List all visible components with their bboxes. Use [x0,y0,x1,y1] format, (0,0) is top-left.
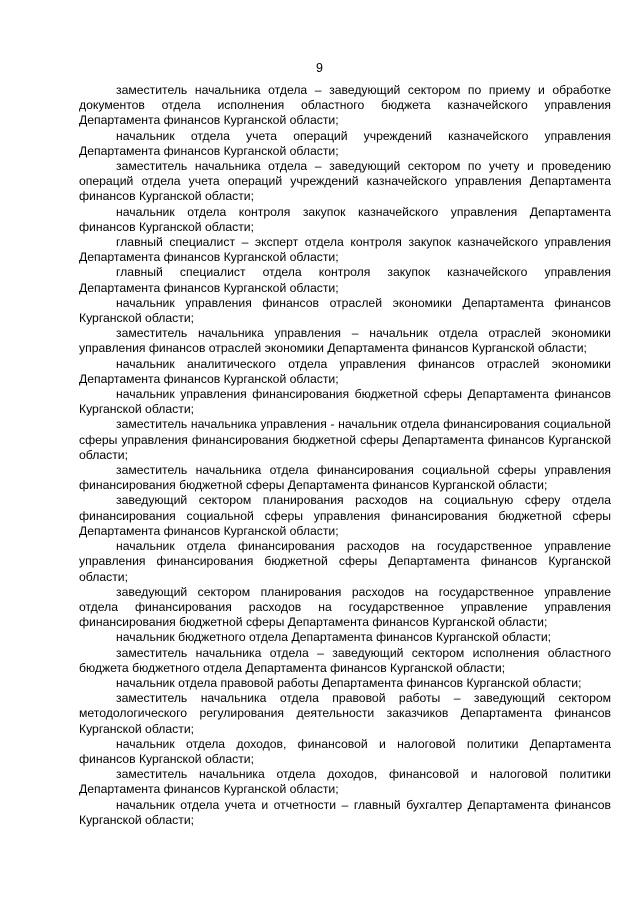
paragraph: начальник управления финансов отраслей экономики Департамента финансов Курганской области; [79,295,611,326]
paragraph: начальник управления финансирования бюджетной сферы Департамента финансов Курганской области; [79,387,611,417]
paragraph: заместитель начальника отдела – заведующий сектором по учету и проведению операций отдела учета операций учреждений казначейского управления Департамента финансов Курганской области; [79,159,611,204]
paragraph: начальник отдела учета операций учреждений казначейского управления Департамента финансов Курганской области; [79,128,611,158]
document-body [79,83,611,828]
paragraph: заместитель начальника отдела доходов, финансовой и налоговой политики Департамента финансов Курганской области; [79,767,611,797]
paragraph: заместитель начальника управления - начальник отдела финансирования социальной сферы управления финансирования бюджетной сферы Департамента финансов Курганской области; [79,417,611,462]
paragraph: заместитель начальника отдела – заведующий сектором по приему и обработке документов отдела исполнения областного бюджета казначейского управления Департамента финансов Курганской области; [79,83,611,128]
paragraph: заместитель начальника отдела финансирования социальной сферы управления финансирования бюджетной сферы Департамента финансов Курганской области; [79,463,611,493]
paragraph: начальник отдела финансирования расходов на государственное управление управления финансирования бюджетной сферы Департамента финансов Курганской области; [79,539,611,584]
paragraph: заведующий сектором планирования расходов на государственное управление отдела финансирования расходов на государственное управление управления финансирования бюджетной сферы Департамента финансов Курганской области; [79,584,611,630]
paragraph: заведующий сектором планирования расходов на социальную сферу отдела финансирования социальной сферы управления финансирования бюджетной сферы Департамента финансов Курганской области; [79,493,611,538]
paragraph: начальник аналитического отдела управления финансов отраслей экономики Департамента финансов Курганской области; [79,356,611,386]
page-number: 9 [316,61,323,75]
paragraph: заместитель начальника отдела правовой работы – заведующий сектором методологического регулирования деятельности заказчиков Департамента финансов Курганской области; [79,691,611,736]
paragraph: главный специалист отдела контроля закупок казначейского управления Департамента финансов Курганской области; [79,265,611,295]
paragraph: заместитель начальника отдела – заведующий сектором исполнения областного бюджета бюджетного отдела Департамента финансов Курганской области; [79,645,611,675]
paragraph: главный специалист – эксперт отдела контроля закупок казначейского управления Департамента финансов Курганской области; [79,235,611,265]
paragraph: начальник отдела правовой работы Департамента финансов Курганской области; [116,675,582,690]
paragraph: начальник отдела учета и отчетности – главный бухгалтер Департамента финансов Курганской области; [79,797,611,827]
paragraph: начальник отдела контроля закупок казначейского управления Департамента финансов Курганской области; [79,204,611,234]
paragraph: начальник бюджетного отдела Департамента финансов Курганской области; [116,630,552,645]
paragraph: начальник отдела доходов, финансовой и налоговой политики Департамента финансов Курганской области; [79,736,611,766]
paragraph: заместитель начальника управления – начальник отдела отраслей экономики управления финансов отраслей экономики Департамента финансов Курганской области; [79,326,611,356]
